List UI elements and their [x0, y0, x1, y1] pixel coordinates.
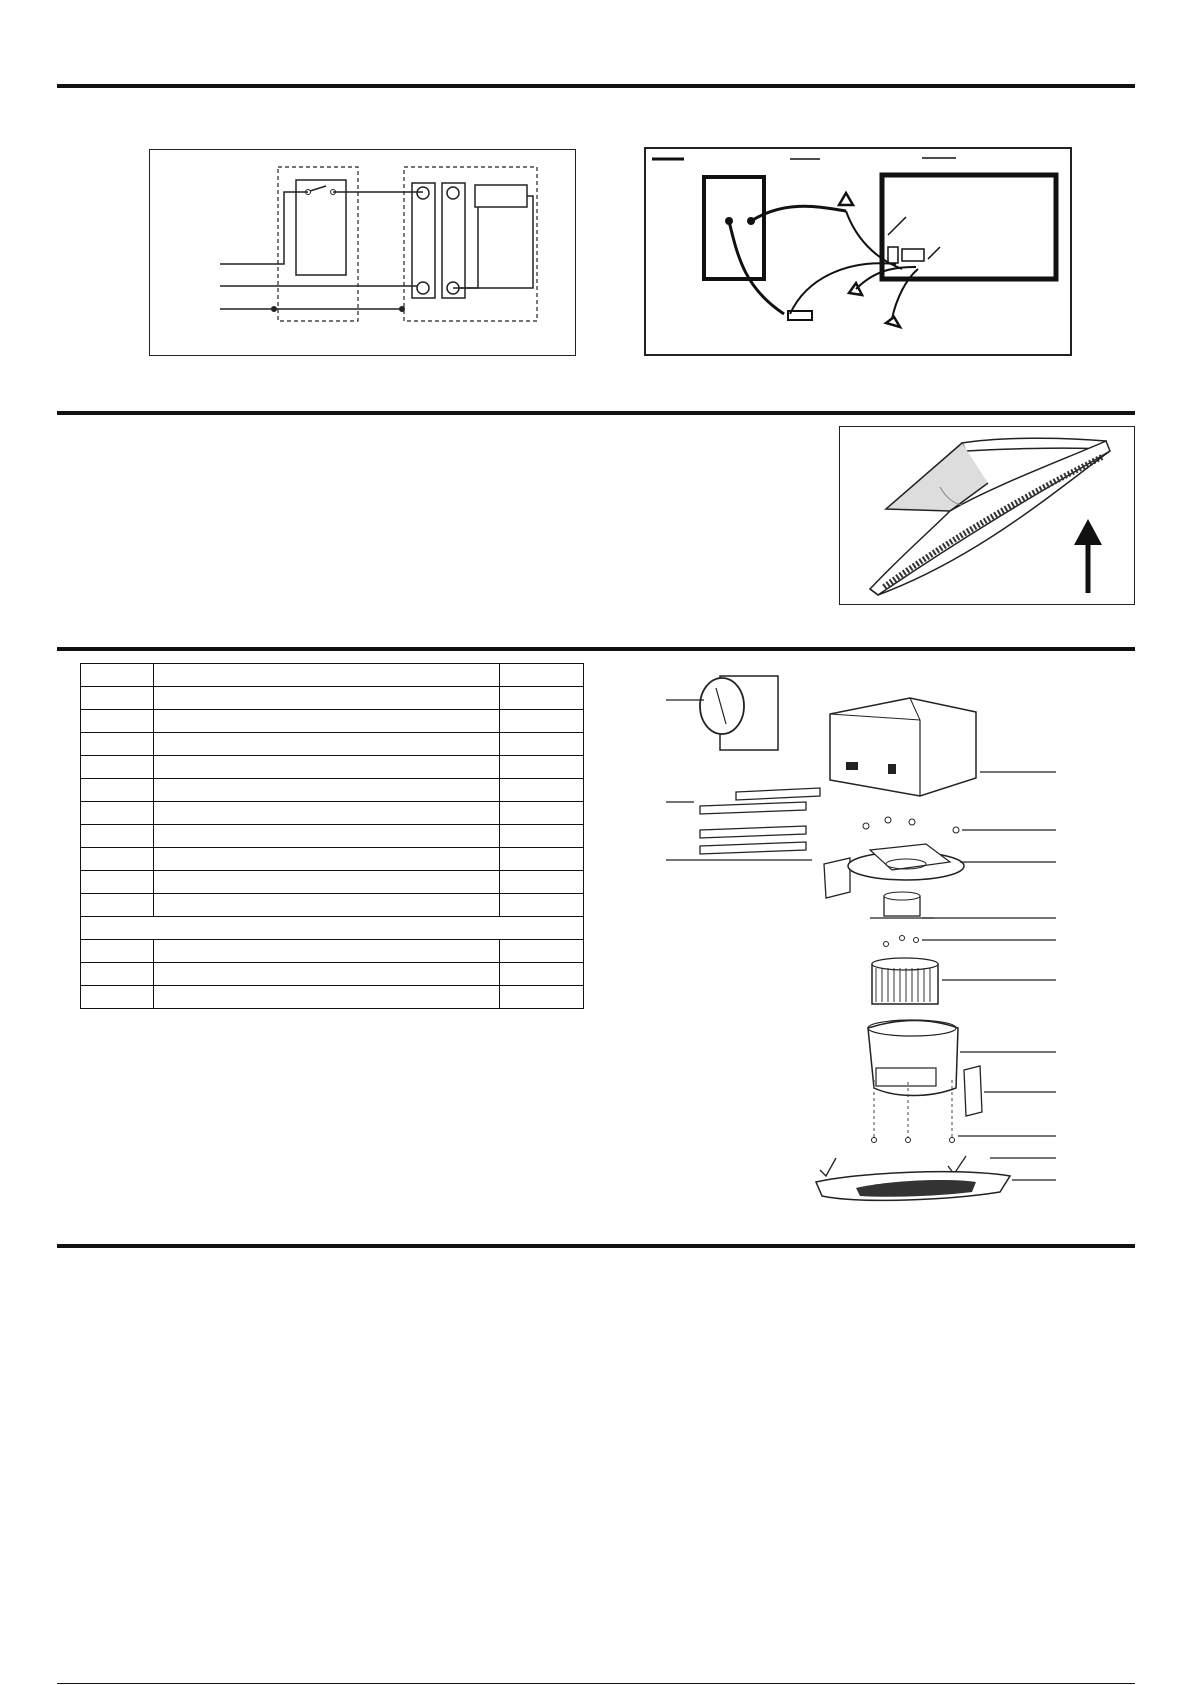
blower-wheel-part: [872, 958, 938, 1004]
table-row: [81, 687, 584, 710]
motor-symbol: [475, 185, 527, 207]
table-row: [81, 940, 584, 963]
fan-housing: [882, 175, 1056, 279]
callout-lines-right: [922, 772, 1056, 1180]
pictorial-drawing: [646, 149, 1074, 358]
table-row: [81, 871, 584, 894]
receptacle-part: [964, 1066, 982, 1116]
table-subheader-row: [81, 917, 584, 940]
wiring-pictorial: [644, 147, 1072, 356]
up-arrow-icon: [1074, 519, 1102, 593]
table-row: [81, 825, 584, 848]
motor-part: [870, 892, 934, 947]
parts-table: [80, 663, 584, 1009]
terminal-block-icon: [412, 183, 435, 298]
table-row: [81, 710, 584, 733]
table-header-row: [81, 664, 584, 687]
schematic-drawing: [150, 150, 577, 357]
section-rule-parts: [57, 647, 1135, 651]
screws-part: [863, 817, 959, 833]
exploded-parts-view: [660, 668, 1130, 1228]
switch-icon: [296, 180, 346, 275]
section-rule-footer: [57, 1244, 1135, 1248]
terminal-block-icon: [442, 183, 465, 298]
table-row: [81, 848, 584, 871]
table-row: [81, 986, 584, 1009]
mounting-bracket-part: [700, 788, 820, 854]
table-row: [81, 733, 584, 756]
grille-part: [816, 1172, 1010, 1201]
wire-connector-icon: [839, 193, 853, 205]
duct-connector-part: [700, 676, 778, 750]
table-row: [81, 963, 584, 986]
wall-switch-box: [704, 177, 764, 279]
table-row: [81, 802, 584, 825]
section-rule-grille: [57, 411, 1135, 415]
table-row: [81, 894, 584, 917]
table-row: [81, 779, 584, 802]
section-rule-wiring: [57, 84, 1135, 88]
grille-spring-part: [820, 1158, 836, 1176]
motor-plate-part: [824, 844, 964, 898]
table-row: [81, 756, 584, 779]
bottom-rule: [57, 1683, 1135, 1684]
grille-drawing: [840, 427, 1136, 606]
housing-part: [830, 698, 976, 796]
blower-housing-part: [868, 1020, 958, 1096]
grille-install-figure: [839, 426, 1135, 605]
wiring-schematic: [149, 149, 576, 356]
wire-connector-icon: [886, 317, 900, 327]
